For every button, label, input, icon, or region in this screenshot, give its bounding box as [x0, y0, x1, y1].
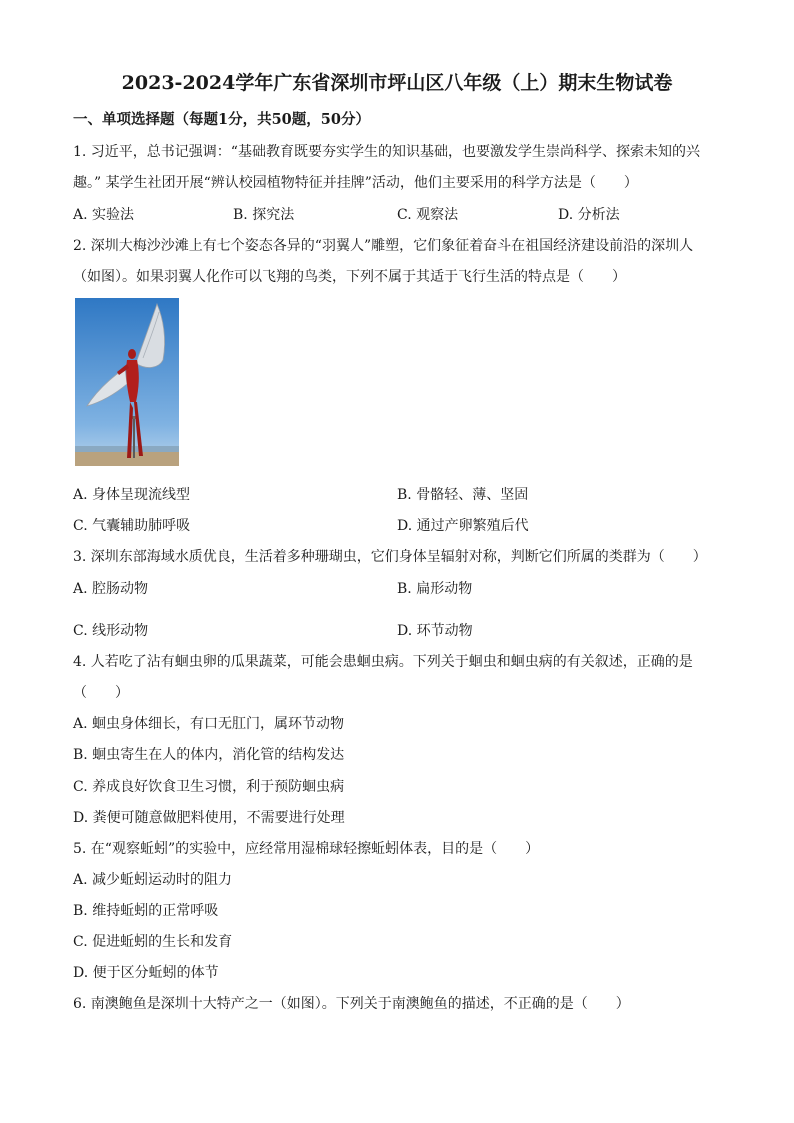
question-1-stem-line-2: 趣。” 某学生社团开展“辨认校园植物特征并挂牌”活动，他们主要采用的科学方法是（ ）	[73, 175, 638, 191]
question-5-option-b[interactable]: B. 维持蚯蚓的正常呼吸	[73, 903, 219, 919]
winged-man-sculpture-photo	[75, 298, 179, 466]
question-3-option-d[interactable]: D. 环节动物	[397, 623, 473, 639]
page-title: 2023-2024学年广东省深圳市坪山区八年级（上）期末生物试卷	[121, 72, 673, 94]
question-5-option-d[interactable]: D. 便于区分蚯蚓的体节	[73, 965, 219, 981]
question-1-option-c[interactable]: C. 观察法	[397, 207, 459, 223]
question-2-option-b[interactable]: B. 骨骼轻、薄、坚固	[397, 487, 529, 503]
question-6-stem: 6. 南澳鲍鱼是深圳十大特产之一（如图）。下列关于南澳鲍鱼的描述，不正确的是（ ）	[73, 996, 630, 1012]
question-1-option-b[interactable]: B. 探究法	[233, 207, 295, 223]
question-5-option-c[interactable]: C. 促进蚯蚓的生长和发育	[73, 934, 233, 950]
question-4-stem-line-1: 4. 人若吃了沾有蛔虫卵的瓜果蔬菜，可能会患蛔虫病。下列关于蛔虫和蛔虫病的有关叙述，正确的是	[73, 654, 693, 670]
question-1-option-a[interactable]: A. 实验法	[73, 207, 135, 223]
question-2-stem-line-2: （如图）。如果羽翼人化作可以飞翔的鸟类，下列不属于其适于飞行生活的特点是（ ）	[73, 269, 626, 285]
question-1-option-d[interactable]: D. 分析法	[558, 207, 620, 223]
section-heading: 一、单项选择题（每题1分，共50题，50分）	[73, 111, 370, 128]
question-5-stem: 5. 在“观察蚯蚓”的实验中，应经常用湿棉球轻擦蚯蚓体表，目的是（ ）	[73, 841, 540, 857]
question-2-option-d[interactable]: D. 通过产卵繁殖后代	[397, 518, 529, 534]
question-4-option-d[interactable]: D. 粪便可随意做肥料使用，不需要进行处理	[73, 810, 345, 826]
question-3-option-b[interactable]: B. 扁形动物	[397, 581, 473, 597]
sculpture-illustration	[75, 298, 179, 466]
question-4-option-c[interactable]: C. 养成良好饮食卫生习惯，利于预防蛔虫病	[73, 779, 345, 795]
question-2-stem-line-1: 2. 深圳大梅沙沙滩上有七个姿态各异的“羽翼人”雕塑，它们象征着奋斗在祖国经济建设前沿的深圳人	[73, 238, 694, 254]
question-3-option-a[interactable]: A. 腔肠动物	[73, 581, 149, 597]
question-4-stem-line-2: （ ）	[73, 685, 129, 701]
question-2-option-a[interactable]: A. 身体呈现流线型	[73, 487, 191, 503]
question-4-option-b[interactable]: B. 蛔虫寄生在人的体内，消化管的结构发达	[73, 747, 345, 763]
question-3-stem: 3. 深圳东部海域水质优良，生活着多种珊瑚虫，它们身体呈辐射对称，判断它们所属的类群为（ ）	[73, 549, 707, 565]
question-4-option-a[interactable]: A. 蛔虫身体细长，有口无肛门，属环节动物	[73, 716, 345, 732]
question-1-stem-line-1: 1. 习近平，总书记强调：“基础教育既要夯实学生的知识基础，也要激发学生崇尚科学、探索未知的兴	[73, 144, 700, 160]
question-2-option-c[interactable]: C. 气囊辅助肺呼吸	[73, 518, 191, 534]
question-3-option-c[interactable]: C. 线形动物	[73, 623, 149, 639]
question-5-option-a[interactable]: A. 减少蚯蚓运动时的阻力	[73, 872, 233, 888]
